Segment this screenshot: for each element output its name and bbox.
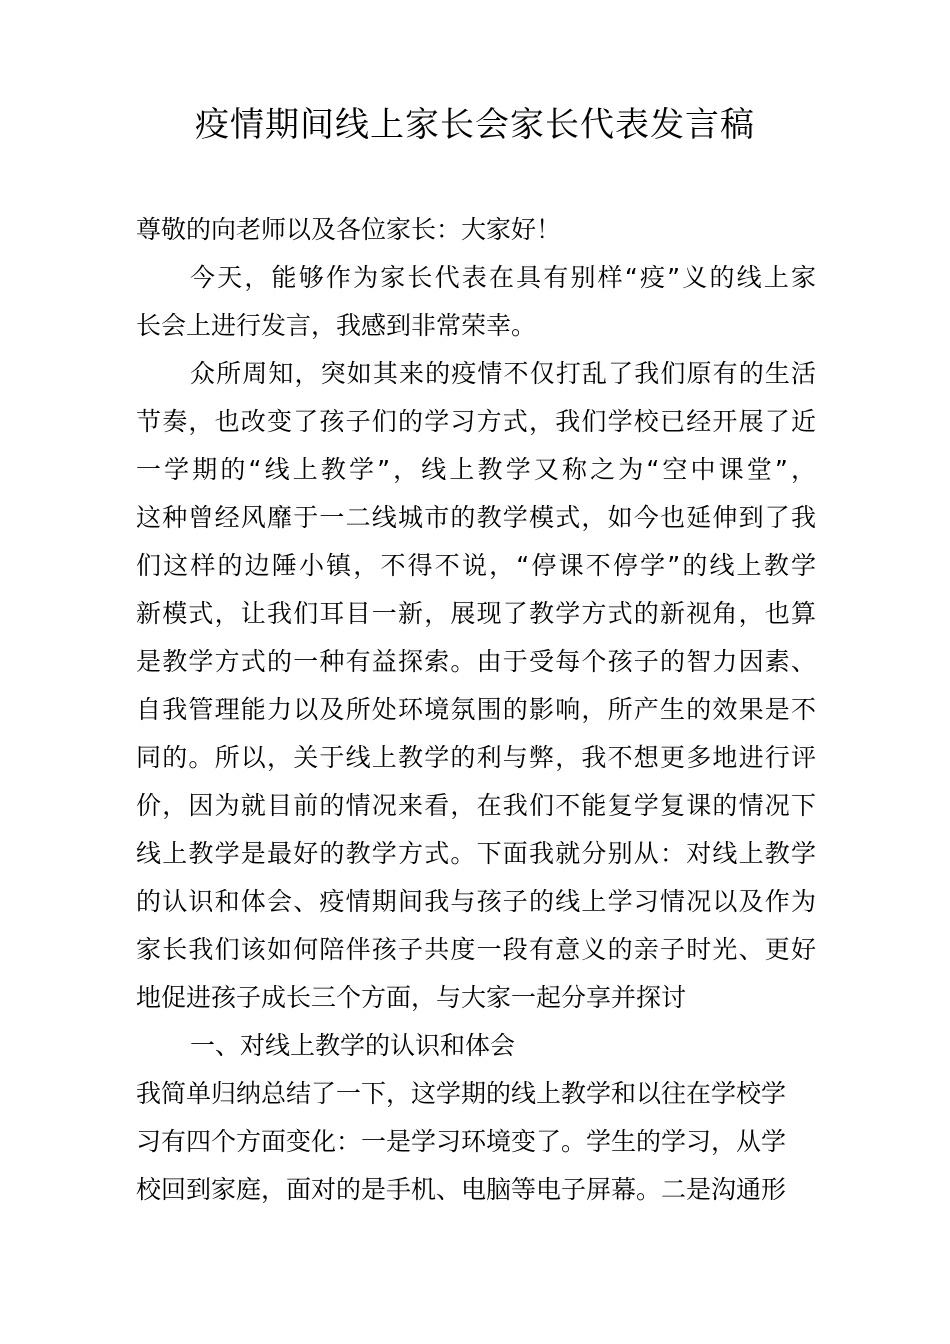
- text-line: 节奏，也改变了孩子们的学习方式，我们学校已经开展了近: [136, 407, 816, 436]
- text-line: 家长我们该如何陪伴孩子共度一段有意义的亲子时光、更好: [136, 935, 816, 964]
- text-line: 众所周知，突如其来的疫情不仅打乱了我们原有的生活: [190, 359, 816, 388]
- text-line: 的认识和体会、疫情期间我与孩子的线上学习情况以及作为: [136, 887, 816, 916]
- text-line: 一学期的“线上教学”，线上教学又称之为“空中课堂”，: [136, 455, 816, 484]
- text-line: 价，因为就目前的情况来看，在我们不能复学复课的情况下: [136, 791, 816, 820]
- text-line: 同的。所以，关于线上教学的利与弊，我不想更多地进行评: [136, 743, 816, 772]
- text-line: 新模式，让我们耳目一新，展现了教学方式的新视角，也算: [136, 599, 816, 628]
- section-heading: 一、对线上教学的认识和体会: [190, 1031, 516, 1060]
- text-line: 我简单归纳总结了一下，这学期的线上教学和以往在学校学: [136, 1079, 787, 1108]
- document-title: 疫情期间线上家长会家长代表发言稿: [195, 105, 755, 145]
- text-line: 校回到家庭，面对的是手机、电脑等电子屏幕。二是沟通形: [136, 1175, 787, 1204]
- text-line: 们这样的边陲小镇，不得不说，“停课不停学”的线上教学: [136, 551, 816, 580]
- text-line-greeting: 尊敬的向老师以及各位家长：大家好！: [136, 215, 562, 244]
- text-line: 今天，能够作为家长代表在具有别样“疫”义的线上家: [190, 263, 816, 292]
- text-line: 线上教学是最好的教学方式。下面我就分别从：对线上教学: [136, 839, 816, 868]
- text-line: 自我管理能力以及所处环境氛围的影响，所产生的效果是不: [136, 695, 816, 724]
- text-line: 是教学方式的一种有益探索。由于受每个孩子的智力因素、: [136, 647, 816, 676]
- text-line: 长会上进行发言，我感到非常荣幸。: [136, 311, 537, 340]
- text-line: 习有四个方面变化：一是学习环境变了。学生的学习，从学: [136, 1127, 787, 1156]
- text-line: 这种曾经风靡于一二线城市的教学模式，如今也延伸到了我: [136, 503, 816, 532]
- text-line: 地促进孩子成长三个方面，与大家一起分享并探讨: [136, 983, 687, 1012]
